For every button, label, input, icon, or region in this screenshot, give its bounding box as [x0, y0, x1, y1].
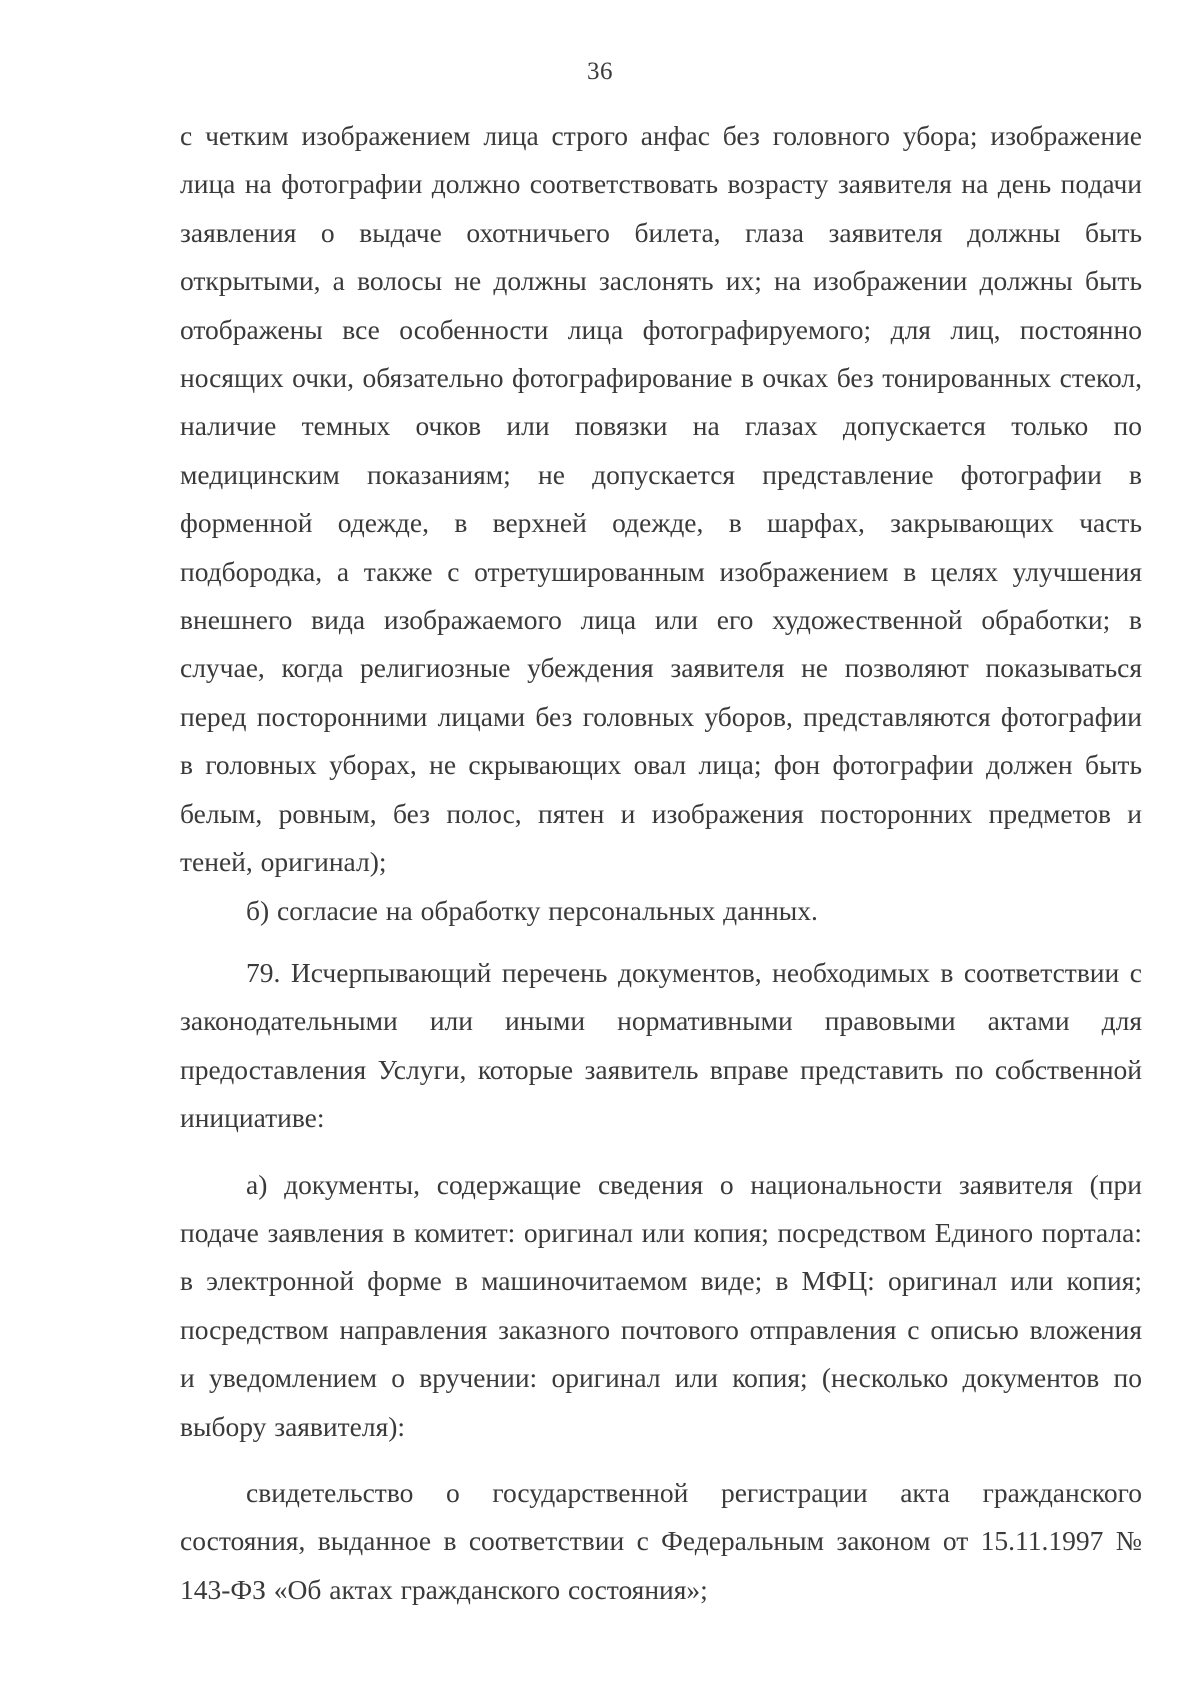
paragraph-civil-status-certificate: свидетельство о государственной регистрации акта гражданского состояния, выданное в соответствии с Федеральным законом от 15.11.1997 № 143-ФЗ «Об актах гражданского состояния»;	[180, 1476, 1142, 1605]
paragraph-item-b-consent: б) согласие на обработку персональных данных.	[246, 894, 818, 926]
page-number: 36	[587, 58, 613, 85]
paragraph-photo-requirements: с четким изображением лица строго анфас без головного убора; изображение лица на фотографии должно соответствовать возрасту заявителя на день подачи заявления о выдаче охотничьего билета, глаза заявителя должны быть открытыми, а волосы не должны заслонять их; на изображении должны быть отображены все особенности лица фотографируемого; для лиц, постоянно носящих очки, обязательно фотографирование в очках без тонированных стекол, наличие темных очков или повязки на глазах допускается только по медицинским показаниям; не допускается представление фотографии в форменной одежде, в верхней одежде, в шарфах, закрывающих часть подбородка, а также с отретушированным изображением в целях улучшения внешнего вида изображаемого лица или его художественной обработки; в случае, когда религиозные убеждения заявителя не позволяют показываться перед посторонними лицами без головных уборов, представляются фотографии в головных уборах, не скрывающих овал лица; фон фотографии должен быть белым, ровным, без полос, пятен и изображения посторонних предметов и теней, оригинал);	[180, 120, 1142, 878]
paragraph-79-document-list: 79. Исчерпывающий перечень документов, необходимых в соответствии с законодательными или иными нормативными правовыми актами для предоставления Услуги, которые заявитель вправе представить по собственной инициативе:	[180, 956, 1142, 1134]
document-body	[180, 112, 1142, 1614]
paragraph-item-a-nationality: а) документы, содержащие сведения о национальности заявителя (при подаче заявления в комитет: оригинал или копия; посредством Единого портала: в электронной форме в машиночитаемом виде; в МФЦ: оригинал или копия; посредством направления заказного почтового отправления с описью вложения и уведомлением о вручении: оригинал или копия; (несколько документов по выбору заявителя):	[180, 1168, 1142, 1442]
